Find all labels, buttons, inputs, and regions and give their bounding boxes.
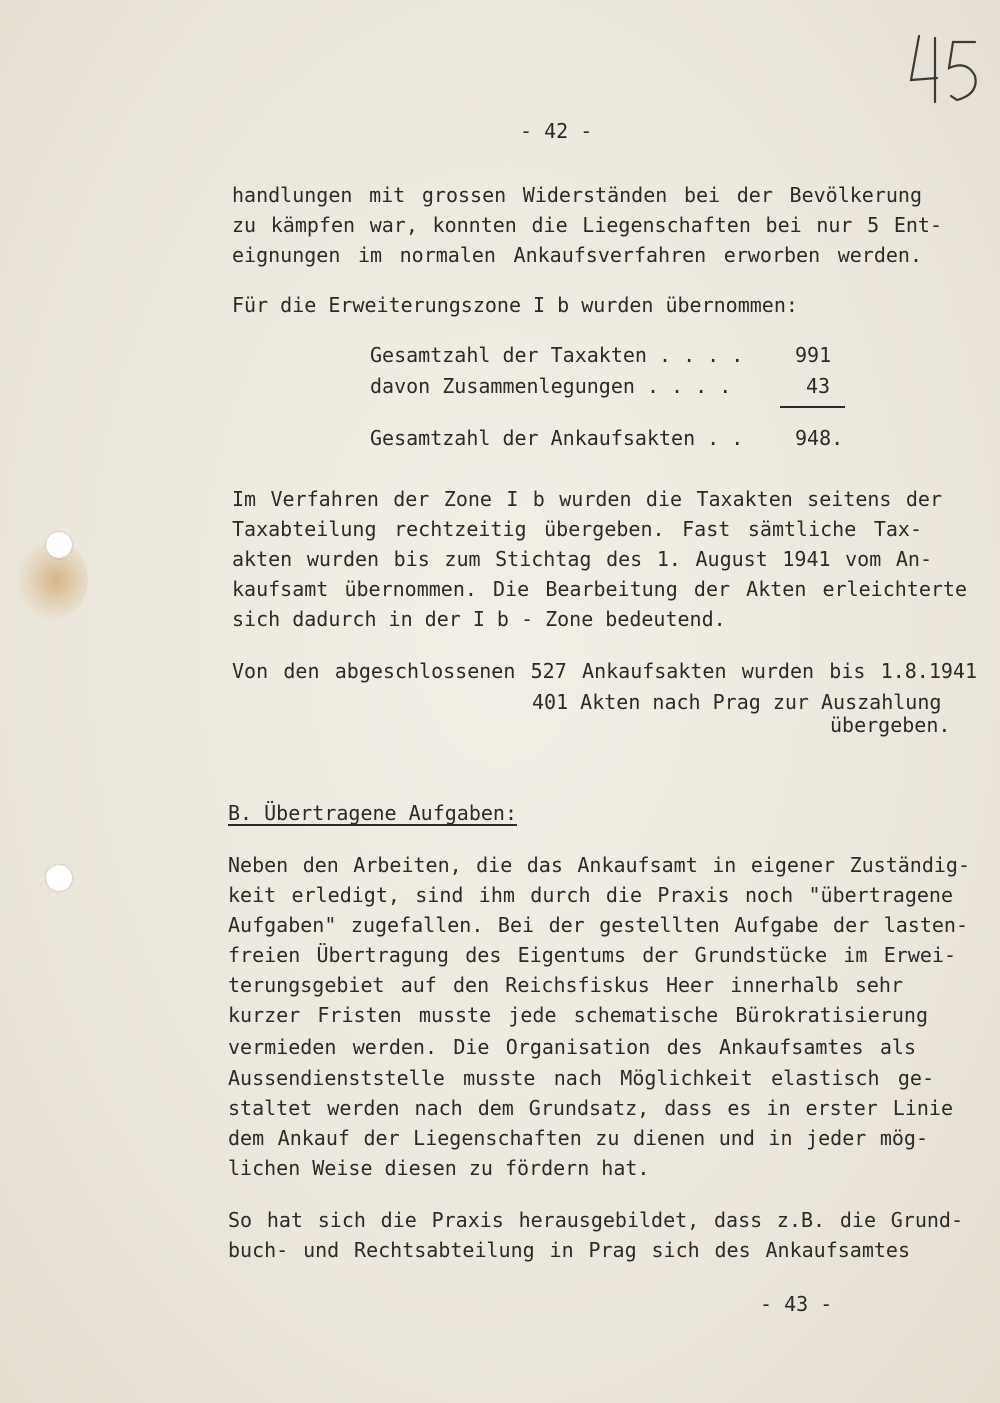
para2-line: akten wurden bis zum Stichtag des 1. August 1941 vom An- — [232, 547, 932, 571]
para5-line: buch- und Rechtsabteilung in Prag sich des Ankaufsamtes — [228, 1238, 910, 1262]
para3-line: Von den abgeschlossenen 527 Ankaufsakten wurden bis 1.8.1941 — [232, 659, 977, 683]
para1-line: zu kämpfen war, konnten die Liegenschaften bei nur 5 Ent- — [232, 213, 942, 237]
para4-line: lichen Weise diesen zu fördern hat. — [228, 1156, 650, 1180]
table-row-value: 43 — [806, 374, 831, 398]
page-number-top: - 42 - — [520, 119, 593, 143]
section-heading: B. Übertragene Aufgaben: — [228, 801, 517, 825]
para1-line: handlungen mit grossen Widerständen bei der Bevölkerung — [232, 183, 922, 207]
para5-line: So hat sich die Praxis herausgebildet, dass z.B. die Grund- — [228, 1208, 963, 1232]
para4-line: freien Übertragung des Eigentums der Grundstücke im Erwei- — [228, 943, 956, 967]
para4-line: keit erledigt, sind ihm durch die Praxis noch "übertragene — [228, 883, 953, 907]
para4-line: terungsgebiet auf den Reichsfiskus Heer innerhalb sehr — [228, 973, 903, 997]
para4-line: dem Ankauf der Liegenschaften zu dienen und in jeder mög- — [228, 1126, 928, 1150]
para1-line: eignungen im normalen Ankaufsverfahren erworben werden. — [232, 243, 922, 267]
para3-line: 401 Akten nach Prag zur Auszahlung — [532, 690, 942, 714]
para2-line: sich dadurch in der I b - Zone bedeutend. — [232, 607, 726, 631]
table-row-label: davon Zusammenlegungen . . . . — [370, 374, 732, 398]
intro-line: Für die Erweiterungszone I b wurden übernommen: — [232, 293, 798, 317]
handwritten-page-number — [905, 28, 990, 108]
para4-line: Neben den Arbeiten, die das Ankaufsamt in eigener Zuständig- — [228, 853, 970, 877]
table-total-label: Gesamtzahl der Ankaufsakten . . — [370, 426, 744, 450]
para2-line: Taxabteilung rechtzeitig übergeben. Fast sämtliche Tax- — [232, 517, 922, 541]
sum-rule — [780, 406, 845, 408]
para3-line: übergeben. — [830, 713, 951, 737]
para4-line: Aussendienststelle musste nach Möglichkeit elastisch ge- — [228, 1066, 934, 1090]
para2-line: kaufsamt übernommen. Die Bearbeitung der Akten erleichterte — [232, 577, 967, 601]
table-row-label: Gesamtzahl der Taxakten . . . . — [370, 343, 744, 367]
punch-hole-bottom — [46, 865, 72, 891]
para4-line: kurzer Fristen musste jede schematische Bürokratisierung — [228, 1003, 928, 1027]
para2-line: Im Verfahren der Zone I b wurden die Taxakten seitens der — [232, 487, 942, 511]
para4-line: staltet werden nach dem Grundsatz, dass es in erster Linie — [228, 1096, 953, 1120]
table-total-value: 948. — [795, 426, 844, 450]
table-row-value: 991 — [795, 343, 832, 367]
punch-hole-top — [46, 532, 72, 558]
page-number-bottom: - 43 - — [760, 1292, 833, 1316]
para4-line: vermieden werden. Die Organisation des Ankaufsamtes als — [228, 1035, 916, 1059]
para4-line: Aufgaben" zugefallen. Bei der gestellten Aufgabe der lasten- — [228, 913, 968, 937]
